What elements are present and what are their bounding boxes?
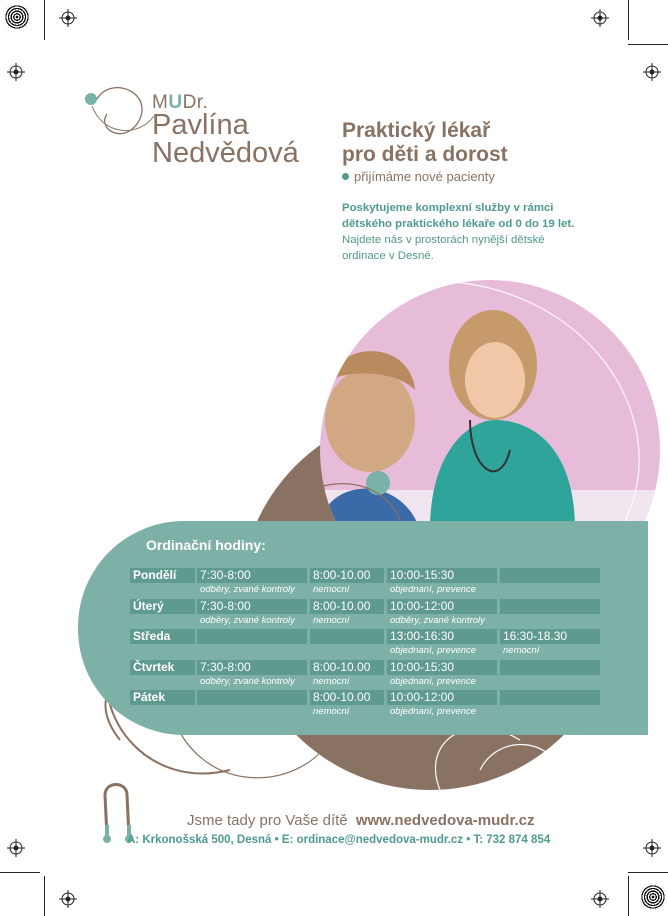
opening-hours-title: Ordinační hodiny:	[146, 537, 266, 553]
hours-time-cell: 8:00-10.00	[310, 599, 384, 614]
hours-time-cell	[310, 629, 384, 644]
bullet-icon	[342, 173, 349, 180]
hours-note: odběry, zvané kontroly	[200, 584, 295, 595]
hours-day-cell: Středa	[130, 629, 195, 644]
logo-title: MUDr.	[152, 92, 209, 113]
corner-target-bottom-right	[640, 884, 666, 910]
hours-time-cell: 13:00-16:30	[387, 629, 497, 644]
hours-time-cell	[197, 690, 307, 705]
hours-note: odběry, zvané kontroly	[390, 614, 485, 626]
corner-target-top-left	[4, 4, 30, 30]
hours-note: nemocní	[503, 645, 540, 656]
registration-mark-icon	[591, 890, 609, 908]
registration-mark-icon	[7, 839, 25, 857]
hours-day-cell: Pátek	[130, 690, 195, 705]
hours-time-cell: 8:00-10.00	[310, 690, 384, 705]
hours-time-cell	[500, 690, 600, 705]
registration-mark-icon	[59, 9, 77, 27]
intro-text: Poskytujeme komplexní služby v rámci dětského praktického lékaře od 0 do 19 let. Najdete nás v prostorách nynější dětské ordinace v Desné.	[342, 202, 575, 262]
website-link[interactable]: www.nedvedova-mudr.cz	[355, 812, 535, 829]
registration-mark-icon	[59, 890, 77, 908]
hours-note: nemocní	[313, 614, 350, 626]
crop-mark	[628, 44, 668, 45]
hours-note: objednaní, prevence	[390, 706, 477, 717]
hours-time-cell	[197, 629, 307, 644]
hours-time-cell: 10:00-15:30	[387, 660, 497, 675]
hours-time-cell: 7:30-8:00	[197, 568, 307, 583]
slogan: Jsme tady pro Vaše dítě www.nedvedova-mudr.cz	[187, 812, 535, 829]
hours-note: objednaní, prevence	[390, 675, 477, 687]
headline-line2: pro děti a dorost	[342, 143, 508, 166]
hours-note: objednaní, prevence	[390, 584, 477, 595]
hours-note: nemocní	[313, 584, 350, 595]
hours-time-cell	[500, 660, 600, 675]
hours-note: objednaní, prevence	[390, 645, 477, 656]
hours-day-cell: Čtvrtek	[130, 660, 195, 675]
registration-mark-icon	[643, 839, 661, 857]
crop-mark	[0, 872, 40, 873]
hours-time-cell: 10:00-12:00	[387, 690, 497, 705]
hours-time-cell	[500, 599, 600, 614]
hours-day-cell: Úterý	[130, 599, 195, 614]
crop-mark	[628, 0, 629, 40]
hours-time-cell: 7:30-8:00	[197, 599, 307, 614]
logo-first-name: Pavlína	[152, 109, 249, 141]
hours-time-cell: 10:00-12:00	[387, 599, 497, 614]
hours-note: nemocní	[313, 675, 350, 687]
registration-mark-icon	[643, 63, 661, 81]
hours-note: odběry, zvané kontroly	[200, 675, 295, 687]
hours-time-cell: 10:00-15:30	[387, 568, 497, 583]
hours-time-cell: 16:30-18.30	[500, 629, 600, 644]
hours-time-cell	[500, 568, 600, 583]
hours-note: odběry, zvané kontroly	[200, 614, 295, 626]
hours-day-cell: Pondělí	[130, 568, 195, 583]
registration-mark-icon	[591, 9, 609, 27]
hours-time-cell: 8:00-10.00	[310, 568, 384, 583]
crop-mark	[628, 872, 668, 873]
contact-line: A: Krkonošská 500, Desná • E: ordinace@nedvedova-mudr.cz • T: 732 874 854	[127, 834, 551, 846]
crop-mark	[44, 0, 45, 40]
hours-note: nemocní	[313, 706, 350, 717]
hours-time-cell: 7:30-8:00	[197, 660, 307, 675]
logo-swirl-icon	[82, 84, 162, 144]
crop-mark	[628, 876, 629, 916]
hours-time-cell: 8:00-10.00	[310, 660, 384, 675]
registration-mark-icon	[7, 63, 25, 81]
logo-last-name: Nedvědová	[152, 137, 299, 169]
crop-mark	[44, 876, 45, 916]
new-patients-note: přijímáme nové pacienty	[342, 169, 495, 184]
headline-line1: Praktický lékař	[342, 119, 491, 142]
